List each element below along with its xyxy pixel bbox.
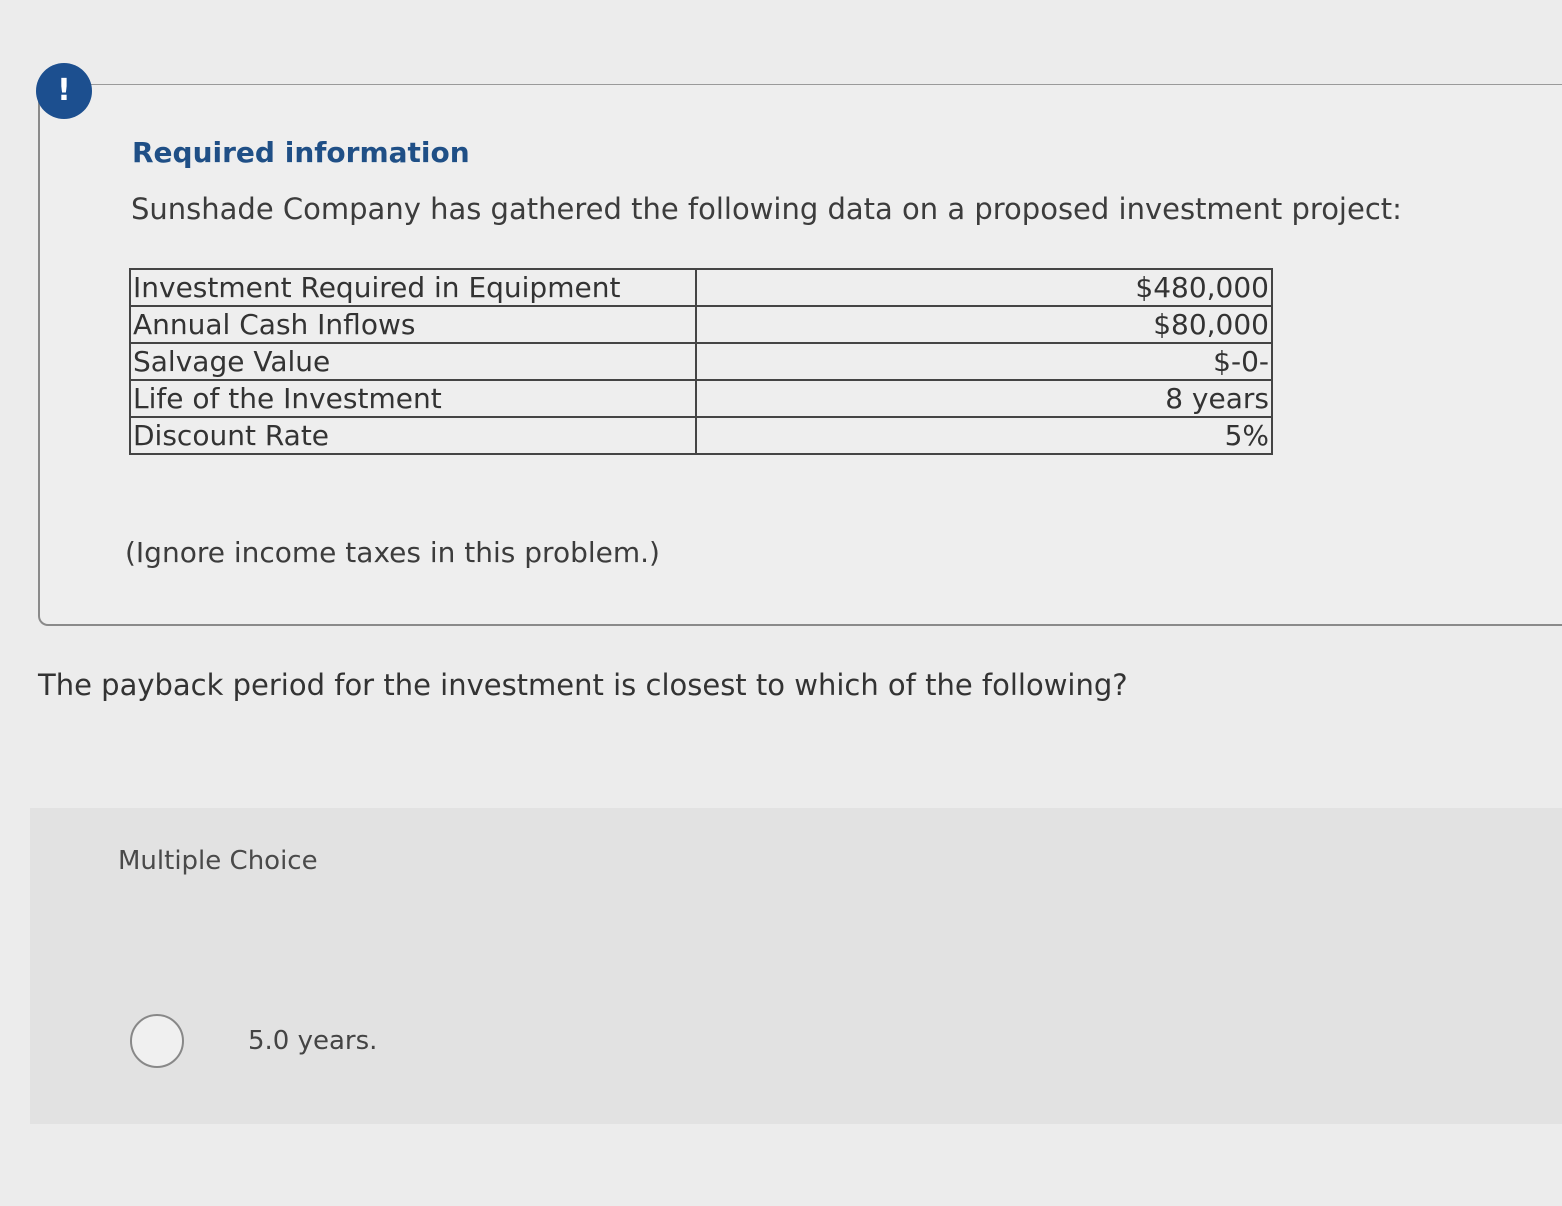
row-value: 8 years xyxy=(696,380,1272,417)
option-label: 5.0 years. xyxy=(248,1026,378,1056)
table-row xyxy=(130,417,1272,454)
multiple-choice-title: Multiple Choice xyxy=(118,846,318,876)
table-row xyxy=(130,269,1272,306)
row-label: Life of the Investment xyxy=(130,380,696,417)
choice-option[interactable] xyxy=(130,1014,377,1068)
exclamation-icon: ! xyxy=(36,63,92,119)
row-value: $-0- xyxy=(696,343,1272,380)
row-value: 5% xyxy=(696,417,1272,454)
question-text: The payback period for the investment is closest to which of the following? xyxy=(38,668,1128,702)
row-value: $480,000 xyxy=(696,269,1272,306)
row-label: Annual Cash Inflows xyxy=(130,306,696,343)
required-info-heading: Required information xyxy=(132,136,470,169)
table-row xyxy=(130,380,1272,417)
row-value: $80,000 xyxy=(696,306,1272,343)
radio-button[interactable] xyxy=(130,1014,184,1068)
table-row xyxy=(130,306,1272,343)
intro-text: Sunshade Company has gathered the following data on a proposed investment project: xyxy=(131,192,1402,226)
row-label: Salvage Value xyxy=(130,343,696,380)
ignore-taxes-note: (Ignore income taxes in this problem.) xyxy=(125,536,660,569)
row-label: Discount Rate xyxy=(130,417,696,454)
investment-data-table xyxy=(129,268,1273,455)
multiple-choice-panel xyxy=(30,808,1562,1124)
row-label: Investment Required in Equipment xyxy=(130,269,696,306)
table-row xyxy=(130,343,1272,380)
